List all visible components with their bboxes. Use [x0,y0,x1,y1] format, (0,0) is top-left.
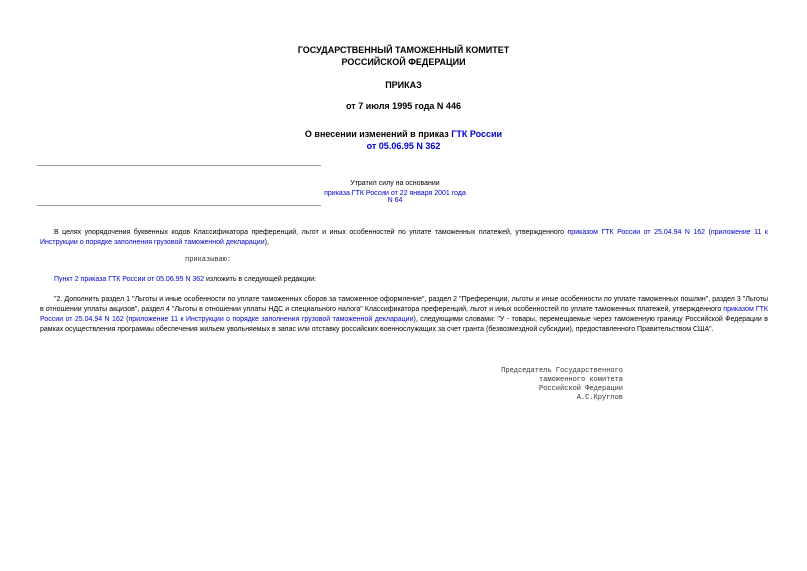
divider-bottom [37,205,321,206]
signature-title: Председатель Государственного [501,367,623,375]
signature-country: Российской Федерации [538,385,623,393]
para1-mid: ( [705,229,711,236]
order-word: приказываю: [185,256,232,264]
para1-end: ), [264,239,269,246]
para3-text: "2. Дополнить раздел 1 "Льготы и иные особенности по уплате таможенных сборов за таможенное оформление", раздел 2 "Преференции, льготы и иные особенности по уплате таможенных пошлин", раздел 3 "Льготы в отношении уплаты акцизов", раздел 4 "Льготы в отношении уплаты НДС и специального налога" Классификатора преференций, льгот и иных особенностей по уплате таможенных платежей, утвержденного [40,296,768,313]
org-line-1: ГОСУДАРСТВЕННЫЙ ТАМОЖЕННЫЙ КОМИТЕТ [297,45,510,55]
status-text: Утратил силу на основании [350,180,440,187]
para3-link-instruction[interactable]: приложение 11 к Инструкции о порядке заполнения грузовой таможенной декларации [128,316,414,323]
para1-link-order[interactable]: приказом ГТК России от 25.04.94 N 162 [567,229,706,236]
subject-link-order[interactable]: от 05.06.95 N 362 [366,141,441,151]
paragraph-3 [40,295,768,335]
para2-text: изложить в следующей редакции: [204,276,317,283]
doc-date: от 7 июля 1995 года N 446 [346,101,461,111]
paragraph-1 [40,228,768,248]
paragraph-2 [54,275,768,285]
divider-top [37,165,321,166]
doc-subject [0,129,807,139]
org-line-2: РОССИЙСКОЙ ФЕДЕРАЦИИ [341,57,466,67]
para1-text: В целях упорядочения буквенных кодов Классификатора преференций, льгот и иных особенностей по уплате таможенных платежей, утвержденного [54,229,568,236]
subject-prefix: О внесении изменений в приказ [304,129,452,139]
para3-mid: ( [123,316,129,323]
signature-org: таможенного комитета [538,376,623,384]
para2-link-order[interactable]: Пункт 2 приказа ГТК России от 05.06.95 N 362 [54,276,205,283]
signature-name: А.С.Круглов [576,394,623,402]
doc-type: ПРИКАЗ [385,80,422,90]
subject-line-2 [0,141,807,151]
subject-link-gtk[interactable]: ГТК России [451,129,503,139]
para1-link-instruction[interactable]: приложение 11 к Инструкции о порядке заполнения грузовой таможенной декларации [40,229,768,246]
status-link[interactable]: приказа ГТК России от 22 января 2001 года N 64 [324,190,466,204]
para3-end: ), следующими словами: "У - товары, перемещаемые через таможенную границу Российской Федерации в рамках осуществления программы обеспечения жильем увольняемых в запас или отставку российских военнослужащих за счет гранта (безвозмездной субсидии), предоставленного Правительством США". [40,316,768,333]
para3-link-order[interactable]: приказом ГТК России от 25.04.94 N 162 [40,306,768,323]
